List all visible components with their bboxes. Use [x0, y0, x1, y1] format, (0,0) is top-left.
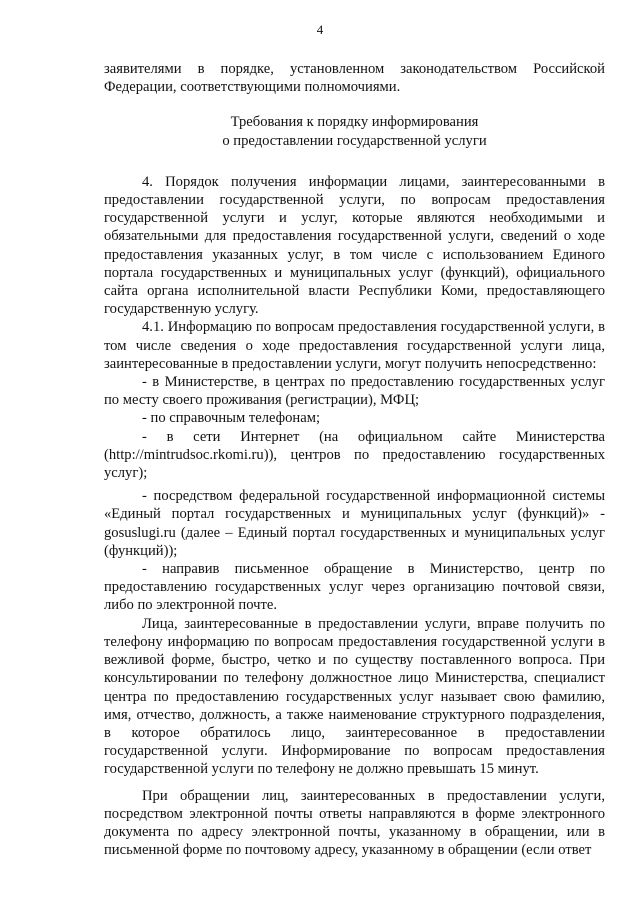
- list-item-ministry: - в Министерстве, в центрах по предоставлению государственных услуг по месту своего проживания (регистрации), МФЦ;: [104, 374, 605, 409]
- section-heading-line-1: Требования к порядку информирования: [230, 114, 479, 131]
- section-heading-line-2: о предоставлении государственной услуги: [222, 132, 487, 149]
- paragraph-4: 4. Порядок получения информации лицами, заинтересованными в предоставлении государственной услуги, по вопросам предоставления государственной услуги и услуг, которые являются необходимыми и обязательными для предоставления государственной услуги, сведений о ходе предоставления указанных услуг, в том числе с использованием Единого портала государственных и муниципальных услуг (функций), официального сайта органа исполнительной власти Республики Коми, предоставляющего государственную услугу.: [104, 173, 605, 318]
- page-number: 4: [316, 22, 324, 37]
- paragraph-phone-consultation: Лица, заинтересованные в предоставлении услуги, вправе получить по телефону информацию по вопросам предоставления государственной услуги в вежливой форме, быстро, четко и по существу поставленного вопроса. При консультировании по телефону должностное лицо Министерства, специалист центра по предоставлению государственных услуг называет свою фамилию, имя, отчество, должность, а также наименование структурного подразделения, в которое обратилось лицо, заинтересованное в предоставлении государственной услуги. Информирование по вопросам предоставления государственной услуги по телефону не должно превышать 15 минут.: [104, 615, 605, 778]
- list-item-portal: - посредством федеральной государственной информационной системы «Единый портал государственных и муниципальных услуг (функций)» - gosuslugi.ru (далее – Единый портал государственных и муниципальных услуг (функций));: [104, 488, 605, 559]
- paragraph-4-1: 4.1. Информацию по вопросам предоставления государственной услуги, в том числе сведения о ходе предоставления государственной услуги лица, заинтересованные в предоставлении услуги, могут получить непосредственно:: [104, 319, 605, 372]
- list-item-written-request: - направив письменное обращение в Министерство, центр по предоставлению государственных услуг через организацию почтовой связи, либо по электронной почте.: [104, 561, 605, 614]
- list-item-internet: - в сети Интернет (на официальном сайте Министерства (http://mintrudsoc.rkomi.ru)), центров по предоставлению государственных услуг);: [104, 428, 605, 482]
- document-body: [104, 60, 605, 859]
- section-heading: [104, 113, 605, 149]
- list-item-phones: - по справочным телефонам;: [142, 410, 320, 427]
- paragraph-continuation: заявителями в порядке, установленном законодательством Российской Федерации, соответствующими полномочиями.: [104, 61, 605, 96]
- paragraph-email-requests: При обращении лиц, заинтересованных в предоставлении услуги, посредством электронной почты ответы направляются в форме электронного документа по адресу электронной почты, указанному в обращении, или в письменной форме по почтовому адресу, указанному в обращении (если ответ: [104, 787, 605, 859]
